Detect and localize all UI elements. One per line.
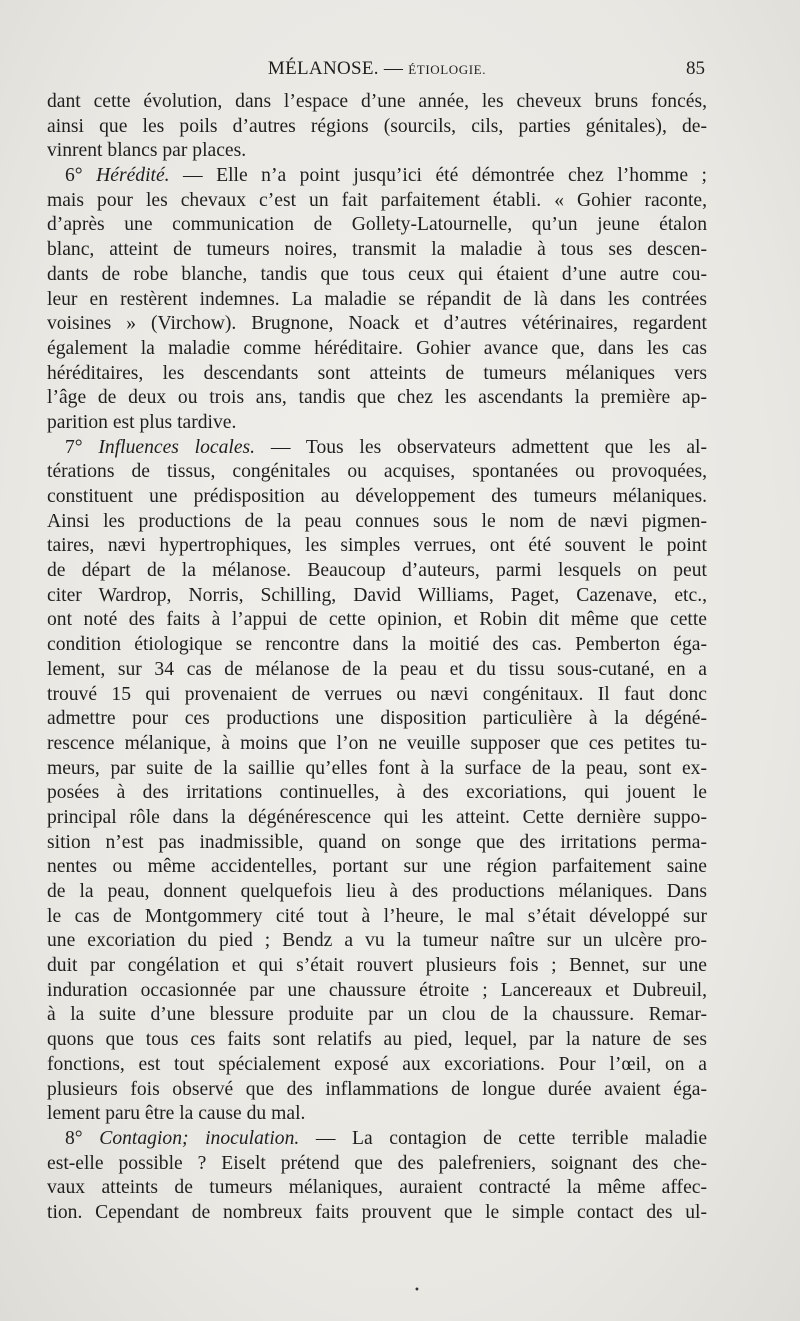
text-line [47,213,707,238]
line-text: leur en restèrent indemnes. La maladie se répandit de là dans les contrées [47,288,707,310]
text-line [47,510,707,535]
line-text: également la maladie comme héréditaire. Gohier avance que, dans les cas [47,337,707,359]
line-text: vaux atteints de tumeurs mélaniques, auraient contracté la même affec- [47,1177,707,1199]
line-text: de la peau, donnent quelquefois lieu à des productions mélaniques. Dans [47,881,707,902]
line-text: quons que tous ces faits sont relatifs au pied, lequel, par la nature de ses [47,1029,707,1051]
text-line [47,90,707,115]
line-text: dants de robe blanche, tandis que tous ceux qui étaient d’une autre cou- [47,263,707,285]
text-line [47,880,707,905]
header-title-main: MÉLANOSE. [267,58,379,79]
line-text: lement paru être la cause du mal. [47,1103,306,1125]
line-text: ont noté des faits à l’appui de cette opinion, et Robin dit même que cette [47,609,707,631]
line-text: térations de tissus, congénitales ou acquises, spontanées ou provoquées, [47,461,707,483]
header-title-sub: ÉTIOLOGIE. [408,62,487,77]
text-line [47,757,707,782]
text-line [47,164,707,189]
line-text: d’après une communication de Gollety-Latournelle, qu’un jeune étalon [47,214,707,236]
text-line [47,1201,707,1226]
text-line [47,1078,707,1103]
text-line [47,139,707,164]
page-number: 85 [686,58,705,79]
text-line [47,238,707,263]
line-text: rescence mélanique, à moins que l’on ne veuille supposer que ces petites tu- [47,732,707,754]
section-number: 6° [65,165,83,187]
line-text: une excoriation du pied ; Bendz a vu la tumeur naître sur un ulcère pro- [47,930,707,952]
text-line [47,855,707,880]
text-line [47,954,707,979]
section-number: 7° [65,436,83,458]
text-line [47,436,707,461]
text-line [47,1127,707,1152]
line-text: fonctions, est tout spécialement exposé aux excoriations. Pour l’œil, on a [47,1053,707,1075]
line-text: sition n’est pas inadmissible, quand on songe que des irritations perma- [47,831,707,853]
text-line [47,263,707,288]
line-text: — La contagion de cette terrible maladie [299,1127,708,1149]
line-text: nentes ou même accidentelles, portant sur une région parfaitement saine [47,856,707,878]
text-line [47,312,707,337]
body-text [47,90,707,1226]
text-line [47,534,707,559]
line-text: trouvé 15 qui provenaient de verrues ou nævi congénitaux. Il faut donc [47,683,707,705]
text-line [47,485,707,510]
line-text: est-elle possible ? Eiselt prétend que des palefreniers, soignant des che- [47,1152,707,1174]
line-text: à la suite d’une blessure produite par un clou de la chaussure. Remar- [47,1004,707,1026]
running-title [47,58,707,80]
text-line [47,905,707,930]
text-line [47,1102,707,1127]
line-text: admettre pour ces productions une disposition particulière à la dégéné- [47,708,707,730]
line-text: tion. Cependant de nombreux faits prouvent que le simple contact des ul- [47,1201,707,1223]
line-text: induration occasionnée par une chaussure étroite ; Lancereaux et Dubreuil, [47,979,707,1001]
text-line [47,189,707,214]
section-heading: Hérédité. [96,165,170,187]
line-text: le cas de Montgommery cité tout à l’heure, le mal s’était développé sur [47,905,707,927]
text-line [47,584,707,609]
section-heading: Contagion; inoculation. [99,1127,300,1149]
text-line [47,781,707,806]
line-text: condition étiologique se rencontre dans la moitié des cas. Pemberton éga- [47,634,707,656]
line-text: posées à des irritations continuelles, à des excoriations, qui jouent le [47,782,707,804]
text-line [47,362,707,387]
text-line [47,831,707,856]
section-number: 8° [65,1127,83,1149]
text-line [47,559,707,584]
line-text: ainsi que les poils d’autres régions (sourcils, cils, parties génitales), de- [47,115,707,137]
text-line [47,683,707,708]
text-line [47,115,707,140]
text-line [47,1003,707,1028]
line-text: — Elle n’a point jusqu’ici été démontrée chez l’homme ; [169,165,707,187]
line-text: Ainsi les productions de la peau connues sous le nom de nævi pigmen- [47,510,707,532]
text-line [47,386,707,411]
section-heading: Influences locales. [98,436,256,458]
line-text: l’âge de deux ou trois ans, tandis que chez les ascendants la première ap- [47,387,707,409]
running-header [47,58,707,84]
text-line [47,658,707,683]
text-line [47,337,707,362]
text-line [47,1152,707,1177]
line-text: duit par congélation et qui s’était rouvert plusieurs fois ; Bennet, sur une [47,955,707,977]
text-line [47,1028,707,1053]
line-text: lement, sur 34 cas de mélanose de la peau et du tissu sous-cutané, en a [47,658,707,680]
line-text: — Tous les observateurs admettent que les al- [255,436,707,458]
text-line [47,608,707,633]
text-line [47,929,707,954]
text-line [47,979,707,1004]
text-line [47,288,707,313]
line-text: mais pour les chevaux c’est un fait parfaitement établi. « Gohier raconte, [47,189,707,211]
text-line [47,1176,707,1201]
line-text: principal rôle dans la dégénérescence qui les atteint. Cette dernière suppo- [47,806,707,828]
line-text: taires, nævi hypertrophiques, les simples verrues, ont été souvent le point [47,535,707,557]
text-line [47,633,707,658]
line-text: blanc, atteint de tumeurs noires, transmit la maladie à tous ses descen- [47,239,707,261]
line-text: citer Wardrop, Norris, Schilling, David Williams, Paget, Cazenave, etc., [47,584,707,606]
text-line [47,806,707,831]
line-text: vinrent blancs par places. [47,140,247,162]
line-text: meurs, par suite de la saillie qu’elles font à la surface de la peau, sont ex- [47,757,707,779]
text-line [47,460,707,485]
line-text: plusieurs fois observé que des inflammations de longue durée avaient éga- [47,1078,707,1100]
text-line [47,707,707,732]
line-text: voisines » (Virchow). Brugnone, Noack et d’autres vétérinaires, regardent [47,313,707,335]
text-line [47,732,707,757]
header-title-dash: — [378,58,409,79]
line-text: dant cette évolution, dans l’espace d’une année, les cheveux bruns foncés, [47,91,707,112]
footer-mark: • [414,1285,420,1296]
text-line [47,411,707,436]
line-text: héréditaires, les descendants sont atteints de tumeurs mélaniques vers [47,362,707,384]
line-text: de départ de la mélanose. Beaucoup d’auteurs, parmi lesquels on peut [47,560,707,582]
line-text: parition est plus tardive. [47,411,237,433]
line-text: constituent une prédisposition au développement des tumeurs mélaniques. [47,486,707,507]
text-line [47,1053,707,1078]
